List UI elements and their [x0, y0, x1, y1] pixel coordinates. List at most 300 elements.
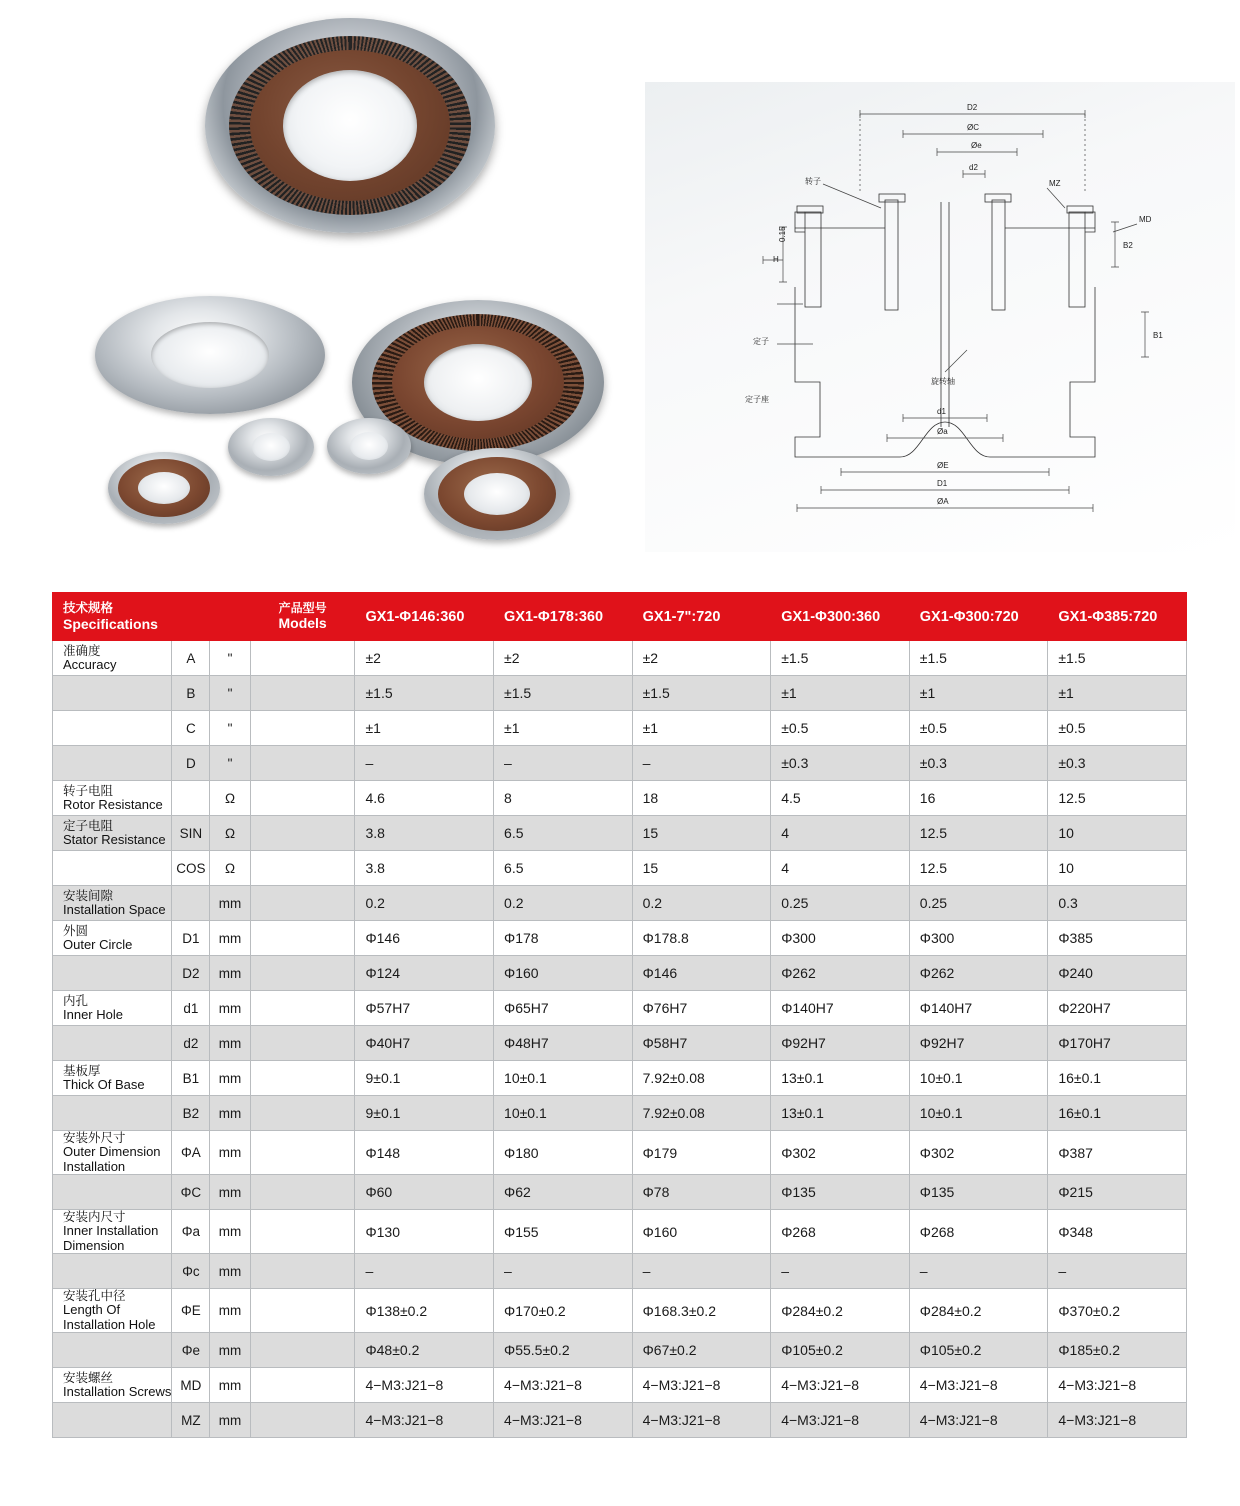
row-label	[53, 921, 172, 956]
row-value: 10±0.1	[909, 1096, 1048, 1131]
row-value: Φ168.3±0.2	[632, 1289, 771, 1333]
row-label-cn: 安装内尺寸	[63, 1210, 126, 1225]
row-symbol: D2	[172, 956, 210, 991]
row-label-en: Inner Hole	[63, 1006, 123, 1022]
row-spacer	[250, 1333, 355, 1368]
row-value: Φ140H7	[771, 991, 910, 1026]
row-label-cn: 安装螺丝	[63, 1371, 114, 1385]
row-spacer	[250, 781, 355, 816]
row-value: ±0.5	[1048, 711, 1187, 746]
technical-drawing	[645, 82, 1235, 552]
table-row	[53, 816, 1187, 851]
row-value: 4.5	[771, 781, 910, 816]
table-row	[53, 1210, 1187, 1254]
row-symbol: A	[172, 641, 210, 676]
row-value: –	[632, 1254, 771, 1289]
row-value: Φ185±0.2	[1048, 1333, 1187, 1368]
row-label-en: Accuracy	[63, 656, 117, 672]
table-row	[53, 711, 1187, 746]
row-value: Φ146	[355, 921, 494, 956]
dim-label-gap: 0.15	[778, 226, 787, 242]
table-row	[53, 676, 1187, 711]
row-value: Φ160	[632, 1210, 771, 1254]
row-value: 4−M3:J21−8	[355, 1403, 494, 1438]
table-row	[53, 1333, 1187, 1368]
row-value: 4−M3:J21−8	[494, 1403, 633, 1438]
header-specifications-cn: 技术规格	[63, 601, 114, 616]
dim-label-phi-e-cap: ØE	[937, 461, 949, 470]
row-value: ±0.5	[771, 711, 910, 746]
row-label	[53, 781, 172, 816]
table-row	[53, 1289, 1187, 1333]
row-value: Φ146	[632, 956, 771, 991]
row-value: 10±0.1	[494, 1096, 633, 1131]
row-value: Φ60	[355, 1175, 494, 1210]
row-value: 10±0.1	[494, 1061, 633, 1096]
row-value: 3.8	[355, 816, 494, 851]
header-models-en: Models	[278, 615, 327, 632]
row-spacer	[250, 1289, 355, 1333]
row-label	[53, 956, 172, 991]
dim-label-b1: B1	[1153, 331, 1163, 340]
row-value: 12.5	[1048, 781, 1187, 816]
row-value: ±1	[632, 711, 771, 746]
dim-label-b2: B2	[1123, 241, 1133, 250]
row-value: Φ48±0.2	[355, 1333, 494, 1368]
row-value: Φ284±0.2	[909, 1289, 1048, 1333]
center-bore	[252, 433, 290, 461]
row-unit: Ω	[210, 816, 250, 851]
center-bore	[424, 344, 532, 421]
table-row	[53, 956, 1187, 991]
row-value: Φ179	[632, 1131, 771, 1175]
row-value: Φ268	[909, 1210, 1048, 1254]
row-label-cn: 准确度	[63, 643, 101, 658]
row-symbol: ΦE	[172, 1289, 210, 1333]
row-value: Φ370±0.2	[1048, 1289, 1187, 1333]
row-unit: mm	[210, 1254, 250, 1289]
row-value: 4−M3:J21−8	[1048, 1368, 1187, 1403]
row-symbol: MZ	[172, 1403, 210, 1438]
row-unit: Ω	[210, 781, 250, 816]
row-value: 4−M3:J21−8	[355, 1368, 494, 1403]
small-encoder-ring-2	[424, 448, 570, 540]
row-value: ±0.5	[909, 711, 1048, 746]
row-spacer	[250, 1131, 355, 1175]
header-specifications	[53, 593, 251, 641]
header-model-2: GX1-Φ178:360	[494, 593, 633, 641]
product-photo-collage	[0, 0, 640, 570]
row-value: Φ387	[1048, 1131, 1187, 1175]
row-value: ±1.5	[1048, 641, 1187, 676]
row-value: 10	[1048, 851, 1187, 886]
row-spacer	[250, 1210, 355, 1254]
row-value: 18	[632, 781, 771, 816]
row-value: Φ140H7	[909, 991, 1048, 1026]
row-label-en: Outer Dimension Installation	[63, 1144, 161, 1174]
row-value: ±0.3	[771, 746, 910, 781]
table-row	[53, 781, 1187, 816]
row-value: Φ262	[771, 956, 910, 991]
row-value: 4−M3:J21−8	[632, 1403, 771, 1438]
row-value: Φ178	[494, 921, 633, 956]
row-spacer	[250, 676, 355, 711]
row-value: 15	[632, 816, 771, 851]
row-value: Φ135	[909, 1175, 1048, 1210]
row-value: –	[1048, 1254, 1187, 1289]
row-label-cn: 安装孔中径	[63, 1289, 126, 1304]
drawing-label-md: MD	[1139, 215, 1152, 224]
row-label	[53, 1026, 172, 1061]
row-value: ±1.5	[909, 641, 1048, 676]
row-value: 4	[771, 816, 910, 851]
row-label-en: Length Of Installation Hole	[63, 1302, 156, 1332]
row-symbol: Φa	[172, 1210, 210, 1254]
row-value: Φ240	[1048, 956, 1187, 991]
row-value: 7.92±0.08	[632, 1096, 771, 1131]
row-value: Φ170±0.2	[494, 1289, 633, 1333]
row-value: Φ130	[355, 1210, 494, 1254]
row-spacer	[250, 851, 355, 886]
table-row	[53, 1403, 1187, 1438]
row-label	[53, 711, 172, 746]
row-value: Φ155	[494, 1210, 633, 1254]
row-value: 0.2	[494, 886, 633, 921]
row-spacer	[250, 641, 355, 676]
row-value: Φ78	[632, 1175, 771, 1210]
row-value: 0.2	[632, 886, 771, 921]
row-label	[53, 1254, 172, 1289]
row-symbol: ΦA	[172, 1131, 210, 1175]
row-value: –	[494, 1254, 633, 1289]
row-value: 13±0.1	[771, 1096, 910, 1131]
row-label	[53, 851, 172, 886]
row-value: Φ92H7	[771, 1026, 910, 1061]
row-value: Φ58H7	[632, 1026, 771, 1061]
row-label-cn: 转子电阻	[63, 783, 114, 798]
row-label	[53, 641, 172, 676]
row-value: 8	[494, 781, 633, 816]
row-value: Φ124	[355, 956, 494, 991]
row-label	[53, 1403, 172, 1438]
row-label-en: Thick Of Base	[63, 1076, 145, 1092]
row-label-cn: 安装间隙	[63, 888, 114, 903]
row-value: –	[494, 746, 633, 781]
row-value: Φ262	[909, 956, 1048, 991]
row-symbol	[172, 781, 210, 816]
row-value: Φ215	[1048, 1175, 1187, 1210]
row-unit: mm	[210, 956, 250, 991]
row-symbol: d2	[172, 1026, 210, 1061]
dim-label-phi-a-cap: ØA	[937, 497, 949, 506]
row-value: Φ57H7	[355, 991, 494, 1026]
row-label	[53, 1210, 172, 1254]
table-row	[53, 1175, 1187, 1210]
table-row	[53, 1131, 1187, 1175]
row-value: Φ178.8	[632, 921, 771, 956]
row-value: Φ67±0.2	[632, 1333, 771, 1368]
row-value: Φ300	[771, 921, 910, 956]
table-row	[53, 1254, 1187, 1289]
flat-steel-ring	[95, 296, 325, 414]
row-symbol: Φc	[172, 1254, 210, 1289]
row-unit: mm	[210, 1210, 250, 1254]
dim-label-d2-small: d2	[969, 163, 978, 172]
row-spacer	[250, 1061, 355, 1096]
drawing-label-rotating-shaft: 旋转轴	[931, 377, 955, 386]
row-value: Φ92H7	[909, 1026, 1048, 1061]
row-label-cn: 安装外尺寸	[63, 1131, 126, 1145]
dim-label-d2: D2	[967, 103, 978, 112]
row-label	[53, 1096, 172, 1131]
row-label-en: Outer Circle	[63, 936, 133, 952]
table-row	[53, 1096, 1187, 1131]
table-row	[53, 991, 1187, 1026]
row-value: Φ302	[909, 1131, 1048, 1175]
row-symbol: ΦC	[172, 1175, 210, 1210]
row-unit: mm	[210, 1061, 250, 1096]
drawing-label-mz: MZ	[1049, 179, 1061, 188]
row-unit: mm	[210, 1175, 250, 1210]
row-label	[53, 1131, 172, 1175]
row-value: Φ62	[494, 1175, 633, 1210]
row-value: Φ170H7	[1048, 1026, 1187, 1061]
row-unit: mm	[210, 921, 250, 956]
row-value: ±0.3	[909, 746, 1048, 781]
row-spacer	[250, 746, 355, 781]
row-value: Φ180	[494, 1131, 633, 1175]
dim-label-h: H	[773, 255, 779, 264]
row-unit: "	[210, 746, 250, 781]
row-value: 7.92±0.08	[632, 1061, 771, 1096]
row-value: Φ105±0.2	[771, 1333, 910, 1368]
center-bore	[464, 473, 530, 515]
row-value: 4−M3:J21−8	[909, 1403, 1048, 1438]
row-label	[53, 1175, 172, 1210]
row-value: ±2	[632, 641, 771, 676]
large-encoder-ring	[205, 18, 495, 233]
table-row	[53, 1061, 1187, 1096]
row-unit: mm	[210, 1131, 250, 1175]
dim-label-d1-cap: D1	[937, 479, 948, 488]
header-model-5: GX1-Φ300:720	[909, 593, 1048, 641]
row-label-cn: 定子电阻	[63, 818, 114, 833]
dim-label-phi-e: Øe	[971, 141, 982, 150]
row-spacer	[250, 1175, 355, 1210]
row-value: Φ138±0.2	[355, 1289, 494, 1333]
row-value: ±1	[494, 711, 633, 746]
row-value: Φ40H7	[355, 1026, 494, 1061]
row-value: Φ300	[909, 921, 1048, 956]
row-spacer	[250, 956, 355, 991]
dim-label-phi-c: ØC	[967, 123, 979, 132]
row-unit: mm	[210, 1333, 250, 1368]
header-models-cn: 产品型号	[278, 600, 327, 615]
row-value: Φ105±0.2	[909, 1333, 1048, 1368]
drawing-label-rotor: 转子	[805, 177, 821, 186]
row-value: 3.8	[355, 851, 494, 886]
row-value: 4	[771, 851, 910, 886]
row-value: Φ55.5±0.2	[494, 1333, 633, 1368]
row-value: 0.2	[355, 886, 494, 921]
table-body	[53, 641, 1187, 1438]
table-head	[53, 593, 1187, 641]
row-value: 0.3	[1048, 886, 1187, 921]
row-value: –	[771, 1254, 910, 1289]
row-value: 6.5	[494, 851, 633, 886]
header-models	[250, 593, 355, 641]
row-unit: Ω	[210, 851, 250, 886]
row-value: 4−M3:J21−8	[632, 1368, 771, 1403]
row-value: ±1	[1048, 676, 1187, 711]
row-label-en: Inner Installation Dimension	[63, 1223, 159, 1253]
table-row	[53, 1026, 1187, 1061]
row-unit: "	[210, 711, 250, 746]
row-value: 4−M3:J21−8	[771, 1368, 910, 1403]
row-value: 0.25	[909, 886, 1048, 921]
row-unit: mm	[210, 886, 250, 921]
row-value: –	[632, 746, 771, 781]
center-bore	[151, 322, 269, 388]
row-spacer	[250, 816, 355, 851]
row-value: 4−M3:J21−8	[909, 1368, 1048, 1403]
header-model-3: GX1-7":720	[632, 593, 771, 641]
row-label	[53, 676, 172, 711]
row-symbol: COS	[172, 851, 210, 886]
row-value: Φ385	[1048, 921, 1187, 956]
row-value: Φ48H7	[494, 1026, 633, 1061]
row-unit: "	[210, 676, 250, 711]
dim-label-d1-small: d1	[937, 407, 946, 416]
row-label-en: Rotor Resistance	[63, 796, 163, 812]
row-value: –	[355, 1254, 494, 1289]
row-value: 6.5	[494, 816, 633, 851]
row-value: 4−M3:J21−8	[1048, 1403, 1187, 1438]
row-value: Φ348	[1048, 1210, 1187, 1254]
row-value: ±2	[494, 641, 633, 676]
row-value: 4−M3:J21−8	[494, 1368, 633, 1403]
row-value: Φ284±0.2	[771, 1289, 910, 1333]
row-symbol: B1	[172, 1061, 210, 1096]
table-row	[53, 921, 1187, 956]
table-row	[53, 1368, 1187, 1403]
row-value: 10	[1048, 816, 1187, 851]
row-value: Φ160	[494, 956, 633, 991]
row-value: Φ148	[355, 1131, 494, 1175]
row-spacer	[250, 1096, 355, 1131]
row-value: Φ76H7	[632, 991, 771, 1026]
header-specifications-en: Specifications	[63, 615, 158, 632]
row-label	[53, 886, 172, 921]
row-spacer	[250, 1403, 355, 1438]
row-label-cn: 外圆	[63, 923, 89, 938]
table-row	[53, 886, 1187, 921]
table-row	[53, 641, 1187, 676]
row-value: –	[355, 746, 494, 781]
row-value: 16	[909, 781, 1048, 816]
row-symbol: D	[172, 746, 210, 781]
row-spacer	[250, 1026, 355, 1061]
row-value: 13±0.1	[771, 1061, 910, 1096]
row-symbol: D1	[172, 921, 210, 956]
center-bore	[283, 70, 417, 181]
row-value: Φ302	[771, 1131, 910, 1175]
row-spacer	[250, 886, 355, 921]
row-value: ±1	[771, 676, 910, 711]
row-value: 15	[632, 851, 771, 886]
row-value: ±1	[909, 676, 1048, 711]
row-value: 9±0.1	[355, 1096, 494, 1131]
center-bore	[350, 432, 388, 460]
row-spacer	[250, 1254, 355, 1289]
row-symbol: B	[172, 676, 210, 711]
row-value: 4−M3:J21−8	[771, 1403, 910, 1438]
row-value: 16±0.1	[1048, 1061, 1187, 1096]
row-label	[53, 991, 172, 1026]
drawing-label-stator: 定子	[753, 337, 769, 346]
row-value: ±2	[355, 641, 494, 676]
row-value: Φ135	[771, 1175, 910, 1210]
header-model-4: GX1-Φ300:360	[771, 593, 910, 641]
row-symbol: MD	[172, 1368, 210, 1403]
small-steel-ring-1	[228, 418, 314, 476]
row-symbol	[172, 886, 210, 921]
dim-label-phi-a-small: Øa	[937, 427, 948, 436]
table-row	[53, 746, 1187, 781]
drawing-label-stator-seat: 定子座	[745, 395, 769, 404]
small-encoder-ring-1	[108, 452, 220, 524]
row-unit: mm	[210, 1368, 250, 1403]
row-unit: mm	[210, 1289, 250, 1333]
row-value: Φ268	[771, 1210, 910, 1254]
row-symbol: SIN	[172, 816, 210, 851]
row-value: 12.5	[909, 851, 1048, 886]
specifications-table	[52, 592, 1187, 1438]
row-spacer	[250, 1368, 355, 1403]
row-label	[53, 1289, 172, 1333]
row-label	[53, 1333, 172, 1368]
row-label-cn: 内孔	[63, 993, 89, 1008]
row-label	[53, 746, 172, 781]
row-value: Φ65H7	[494, 991, 633, 1026]
row-symbol: Φe	[172, 1333, 210, 1368]
row-value: ±1.5	[355, 676, 494, 711]
row-value: 16±0.1	[1048, 1096, 1187, 1131]
row-value: –	[909, 1254, 1048, 1289]
row-label-en: Installation Space	[63, 901, 166, 917]
row-spacer	[250, 921, 355, 956]
row-unit: mm	[210, 1403, 250, 1438]
row-value: 4.6	[355, 781, 494, 816]
table-header-row	[53, 593, 1187, 641]
row-unit: mm	[210, 1026, 250, 1061]
row-label-en: Installation Screws	[63, 1384, 172, 1399]
row-value: ±0.3	[1048, 746, 1187, 781]
row-value: ±1.5	[632, 676, 771, 711]
row-label-cn: 基板厚	[63, 1063, 101, 1078]
row-symbol: C	[172, 711, 210, 746]
row-label	[53, 1368, 172, 1403]
row-spacer	[250, 711, 355, 746]
row-spacer	[250, 991, 355, 1026]
row-value: ±1.5	[494, 676, 633, 711]
row-value: ±1.5	[771, 641, 910, 676]
small-steel-ring-2	[327, 418, 411, 474]
row-value: 10±0.1	[909, 1061, 1048, 1096]
row-label-en: Stator Resistance	[63, 831, 166, 847]
drawing-svg	[645, 82, 1235, 552]
row-symbol: d1	[172, 991, 210, 1026]
